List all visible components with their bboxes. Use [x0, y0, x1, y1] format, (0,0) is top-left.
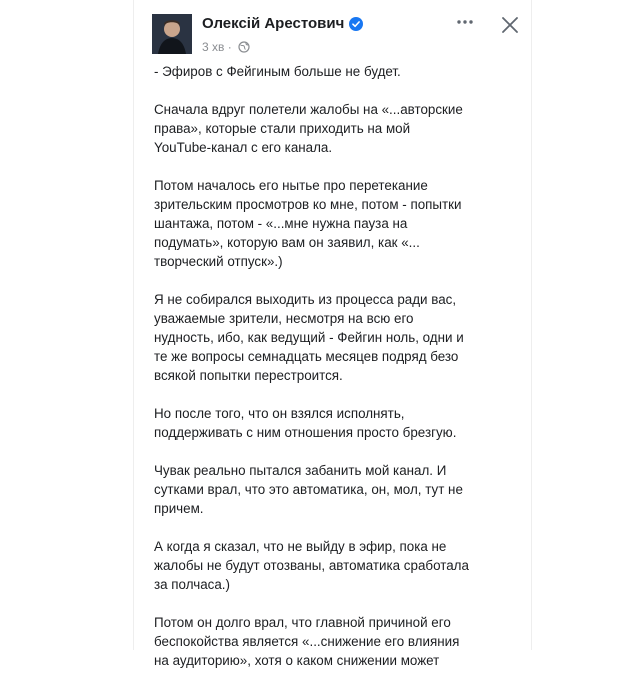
avatar-image: [152, 14, 192, 54]
post-body: [154, 62, 519, 689]
post-paragraph: Сначала вдруг полетели жалобы на «...авторские права», которые стали приходить на мой YouTube-канал с его канала.: [154, 102, 463, 155]
avatar[interactable]: [152, 14, 192, 54]
author-name[interactable]: [202, 15, 363, 32]
author-name-text[interactable]: Олексій Арестович: [202, 15, 345, 32]
globe-icon: [238, 41, 250, 53]
verified-badge-icon: [349, 17, 363, 31]
post-header: [134, 0, 531, 66]
close-icon[interactable]: [499, 14, 521, 36]
more-options-icon[interactable]: [452, 18, 478, 34]
post-paragraph: Потом он долго врал, что главной причиной его беспокойства является «...снижение его влияния на аудиторию», хотя о каком снижении может: [154, 615, 460, 668]
close-glyph: [499, 14, 521, 36]
post-paragraph: - Эфиров с Фейгиным больше не будет.: [154, 64, 401, 79]
post-paragraph: Я не собирался выходить из процесса ради вас, уважаемые зрители, несмотря на всю его нудность, ибо, как ведущий - Фейгин ноль, одни и те же вопросы семнадцать месяцев подряд безо всякой попытки перестроится.: [154, 292, 464, 383]
post-paragraph: Чувак реально пытался забанить мой канал. И сутками врал, что это автоматика, он, мол, тут не причем.: [154, 463, 463, 516]
more-dots: [452, 18, 478, 26]
meta-separator: ·: [227, 40, 232, 54]
post-paragraph: Потом началось его нытье про перетекание зрительским просмотров ко мне, потом - попытки шантажа, потом - «...мне нужна пауза на подумать», которую вам он заявил, как «... творческий отпуск».): [154, 178, 462, 269]
post-paragraph: Но после того, что он взялся исполнять, поддерживать с ним отношения просто брезгую.: [154, 406, 457, 440]
post-time[interactable]: 3 хв: [202, 40, 225, 54]
post-meta: [202, 40, 250, 54]
post-paragraph: А когда я сказал, что не выйду в эфир, пока не жалобы не будут отозваны, автоматика сработала за полчаса.): [154, 539, 469, 592]
post-card: [133, 0, 532, 668]
